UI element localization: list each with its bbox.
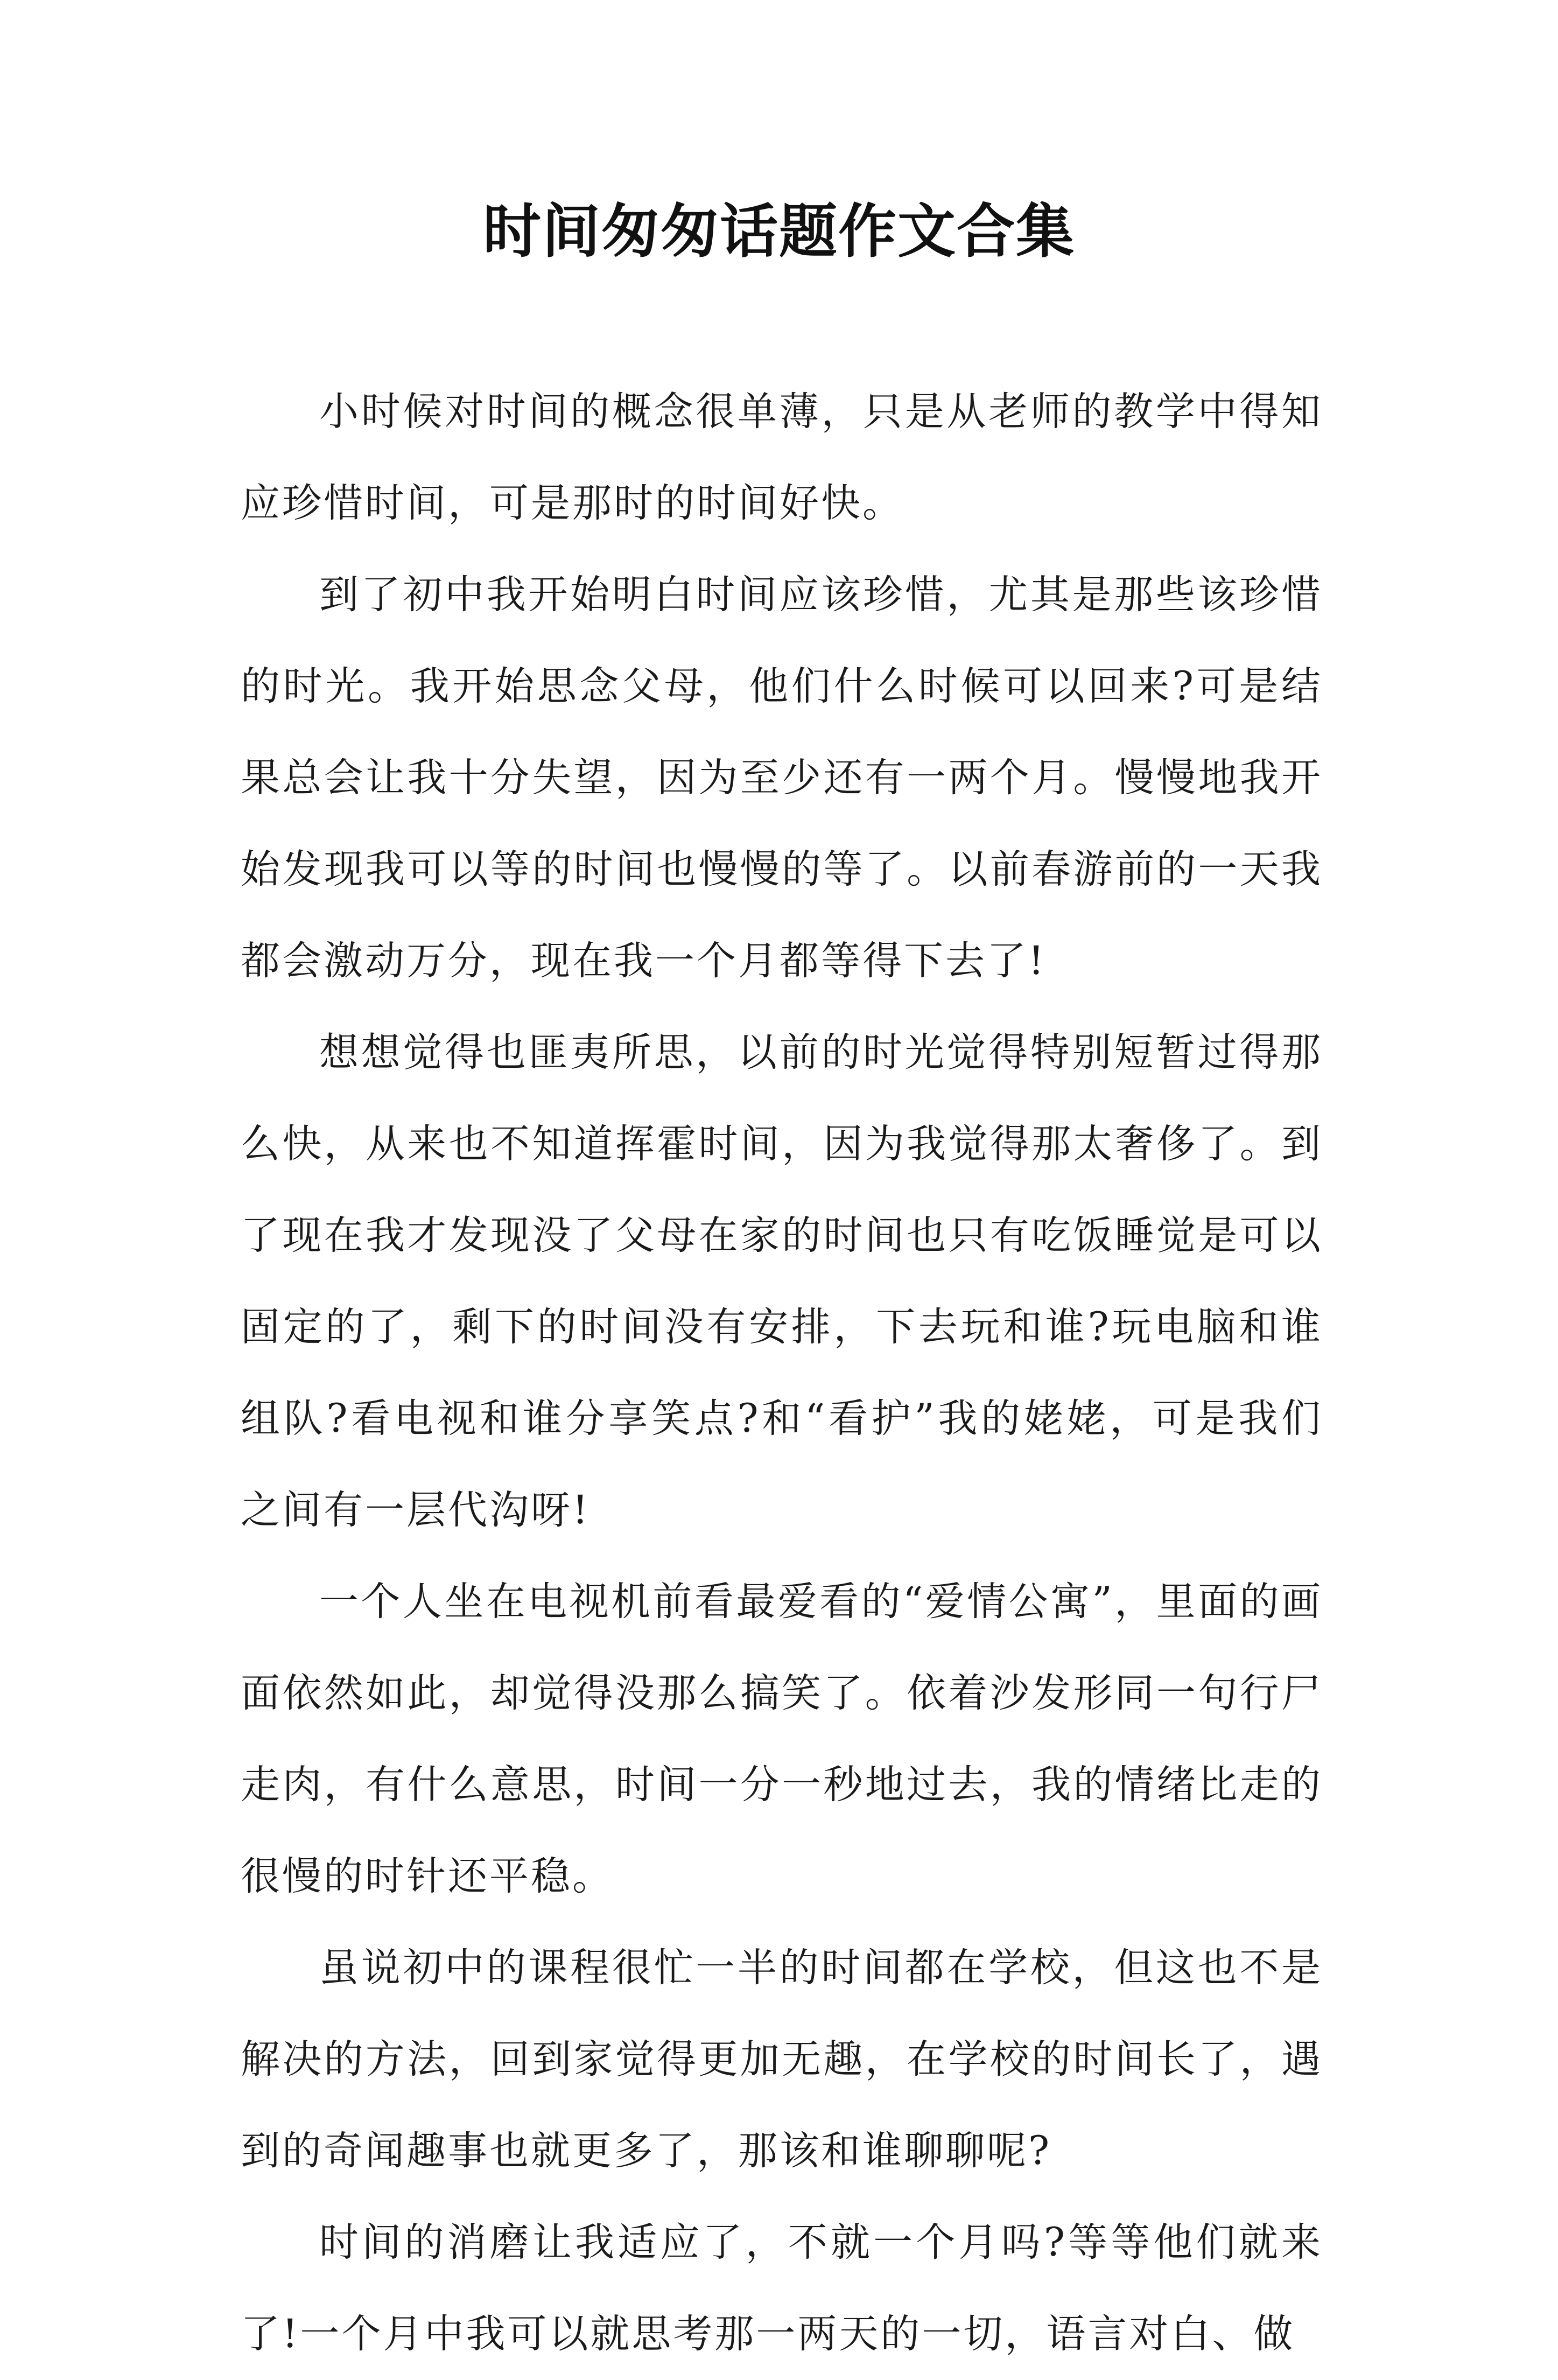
paragraph: 时间的消磨让我适应了，不就一个月吗?等等他们就来了!一个月中我可以就思考那一两天的一切，语言对白、做 [241, 2220, 1323, 2357]
paragraph: 一个人坐在电视机前看最爱看的“爱情公寓”，里面的画面依然如此，却觉得没那么搞笑了。依着沙发形同一句行尸走肉，有什么意思，时间一分一秒地过去，我的情绪比走的很慢的时针还平稳。 [241, 1579, 1323, 1899]
paragraph: 虽说初中的课程很忙一半的时间都在学校，但这也不是解决的方法，回到家觉得更加无趣，在学校的时间长了，遇到的奇闻趣事也就更多了，那该和谁聊聊呢? [241, 1945, 1323, 2174]
document-body [241, 366, 1323, 2380]
document-title: 时间匆匆话题作文合集 [482, 198, 1075, 265]
paragraph: 想想觉得也匪夷所思，以前的时光觉得特别短暂过得那么快，从来也不知道挥霍时间，因为我觉得那太奢侈了。到了现在我才发现没了父母在家的时间也只有吃饭睡觉是可以固定的了，剩下的时间没有安排，下去玩和谁?玩电脑和谁组队?看电视和谁分享笑点?和“看护”我的姥姥，可是我们之间有一层代沟呀! [241, 1030, 1323, 1533]
paragraph: 小时候对时间的概念很单薄，只是从老师的教学中得知应珍惜时间，可是那时的时间好快。 [241, 389, 1323, 526]
paragraph: 到了初中我开始明白时间应该珍惜，尤其是那些该珍惜的时光。我开始思念父母，他们什么时候可以回来?可是结果总会让我十分失望，因为至少还有一两个月。慢慢地我开始发现我可以等的时间也慢慢的等了。以前春游前的一天我都会激动万分，现在我一个月都等得下去了! [241, 572, 1323, 984]
